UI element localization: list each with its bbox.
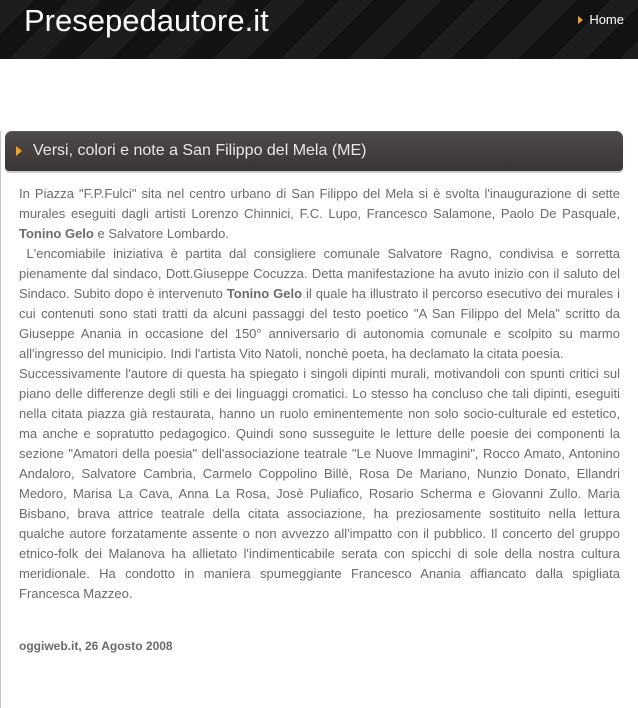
home-link-label: Home bbox=[589, 12, 624, 27]
right-triangle-icon bbox=[16, 146, 22, 156]
paragraph-text: e Salvatore Lombardo. bbox=[93, 226, 229, 241]
site-header bbox=[0, 0, 638, 59]
paragraph-text: Successivamente l'autore di questa ha spiegato i singoli dipinti murali, motivandoli con spunti critici sul piano delle differenze degli stili e dei linguaggi cromatici. Lo stesso ha concluso che tali dipinti, eseguiti nella citata piazza già restaurata, hanno un ruolo eminentemente non solo socio-culturale ed estetico, ma anche e sopratutto pedagogico. Quindi sono susseguite le letture delle poesie dei componenti la sezione "Amatori della poesia" dell'associazione teatrale "Le Nuove Immagini", Rocco Amato, Antonino Andaloro, Salvatore Cambria, Carmelo Coppolino Billè, Rosa De Mariano, Nunzio Donato, Ellandri Medoro, Marisa La Cava, Anna La Rosa, Josè Puliafico, Rosario Scherma e Giovanni Zullo. Maria Bisbano, brava attrice teatrale della citata associazione, ha preziosamente sostituito nella lettura qualche autore forzatamente assente o non avvezzo all'impatto con il pubblico. Il concerto del gruppo etnico-folk dei Malanova ha allietato l'indimenticabile serata con spicchi di sole della nostra cultura meridionale. Ha condotto in maniera spumeggiante Francesco Anania affiancato dalla spigliata Francesca Mazzeo. bbox=[19, 366, 620, 601]
highlighted-name: Tonino Gelo bbox=[19, 226, 94, 241]
paragraph bbox=[19, 184, 620, 244]
site-title: Presepedautore.it bbox=[24, 3, 269, 38]
home-link[interactable] bbox=[578, 12, 624, 27]
paragraph-text: In Piazza "F.P.Fulci" sita nel centro urbano di San Filippo del Mela si è svolta l'inaugurazione di sette murales eseguiti dagli artisti Lorenzo Chinnici, F.C. Lupo, Francesco Salamone, Paolo De Pasquale, bbox=[19, 186, 620, 221]
paragraph bbox=[19, 364, 620, 604]
article-title: Versi, colori e note a San Filippo del Mela (ME) bbox=[33, 142, 367, 159]
paragraph bbox=[19, 244, 620, 364]
article-title-bar[interactable] bbox=[5, 131, 623, 171]
page-body bbox=[0, 131, 638, 708]
right-triangle-icon bbox=[578, 16, 583, 24]
highlighted-name: Tonino Gelo bbox=[226, 286, 303, 301]
paragraph-text: L'encomiabile iniziativa è partita dal consigliere comunale Salvatore Ragno, condivisa e sorretta pienamente dal sindaco, Dott.Giuseppe Cocuzza. Detta manifestazione ha avuto inizio con il saluto del Sindaco. Subito dopo è intervenuto bbox=[19, 246, 620, 301]
paragraph-text: il quale ha illustrato il percorso esecutivo dei murales i cui contenuti sono stati tratti da alcuni passaggi del testo poetico "A San Filippo del Mela" scritto da Giuseppe Anania in occasione del 150° anniversario di autonomia comunale e scolpito su marmo all'ingresso del municipio. Indi l'artista Vito Natoli, nonchè poeta, ha declamato la citata poesia. bbox=[19, 286, 621, 361]
article-content bbox=[1, 171, 638, 656]
source-line: oggiweb.it, 26 Agosto 2008 bbox=[19, 639, 173, 653]
